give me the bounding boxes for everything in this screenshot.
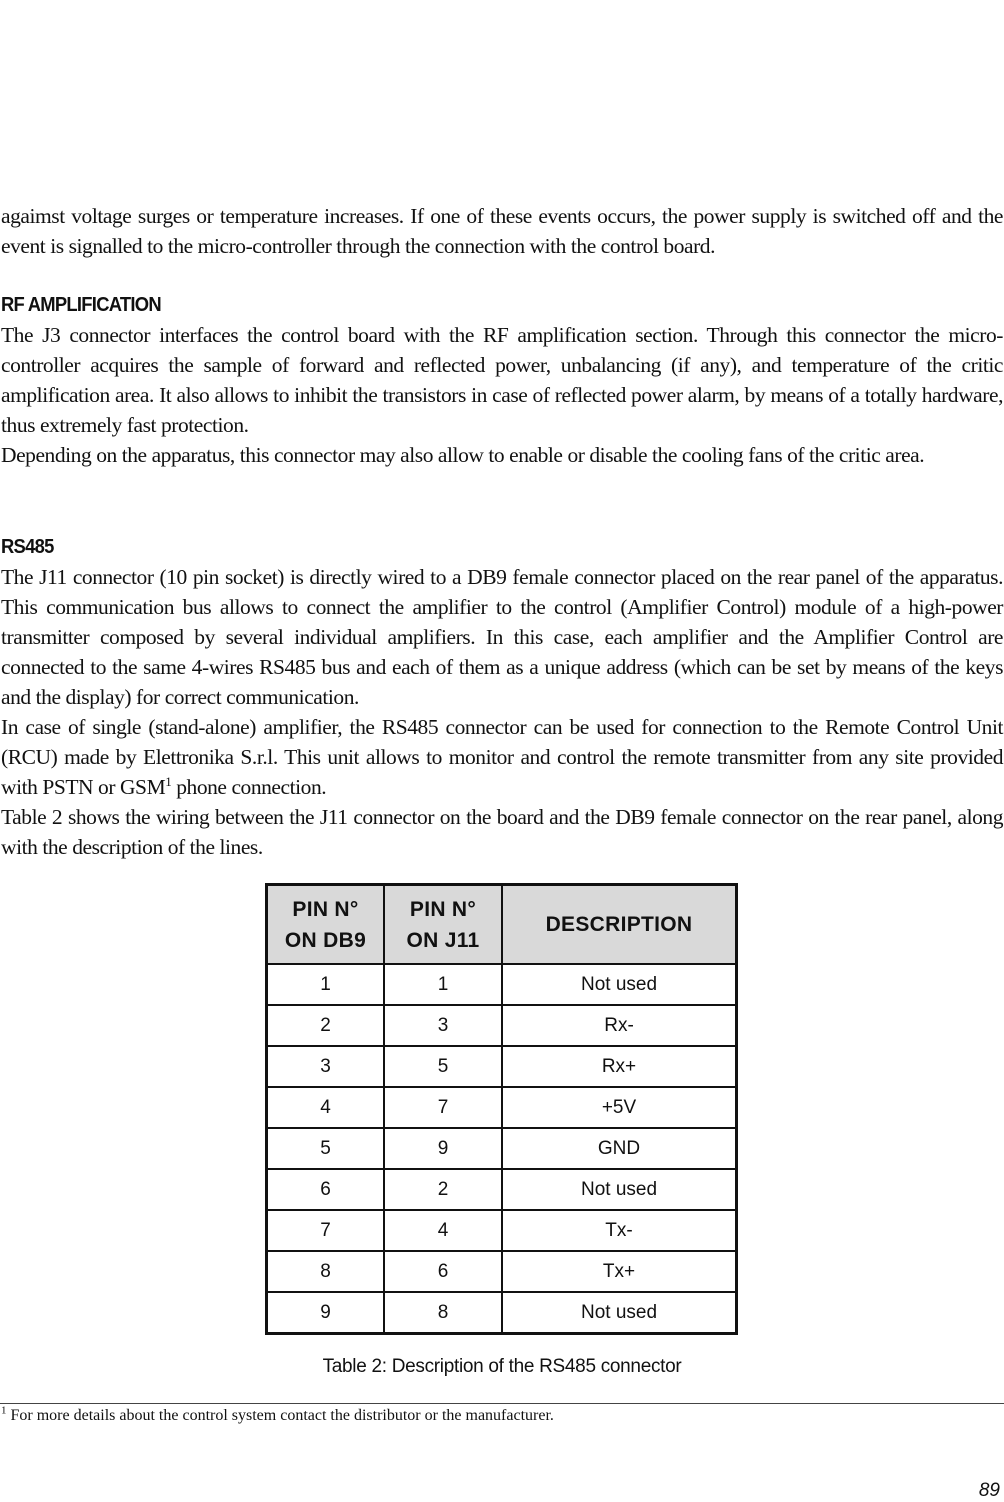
intro-paragraph: agaimst voltage surges or temperature increases. If one of these events occurs, the power supply is switched off and the event is signalled to the micro-controller through the connection with the control board. [1, 204, 1003, 258]
table-row [267, 1087, 737, 1128]
rs485-paragraph-2 [1, 712, 1003, 802]
cell-db9: 7 [267, 1210, 385, 1251]
rs485-pin-table [265, 883, 738, 1335]
cell-j11: 9 [384, 1128, 502, 1169]
cell-db9: 4 [267, 1087, 385, 1128]
cell-j11: 3 [384, 1005, 502, 1046]
cell-description: GND [502, 1128, 737, 1169]
page-number: 89 [978, 1480, 1000, 1501]
rf-amplification-heading: RF AMPLIFICATION [1, 294, 161, 316]
header-description: DESCRIPTION [502, 885, 737, 965]
header-pin-db9-line2: ON DB9 [284, 928, 367, 952]
cell-description: Not used [502, 1169, 737, 1210]
header-pin-j11 [384, 885, 502, 965]
rf-amplification-section [1, 290, 1003, 470]
cell-db9: 8 [267, 1251, 385, 1292]
cell-description: Not used [502, 964, 737, 1005]
cell-db9: 5 [267, 1128, 385, 1169]
cell-j11: 6 [384, 1251, 502, 1292]
table-caption: Table 2: Description of the RS485 connector [322, 1356, 682, 1377]
table-row [267, 1251, 737, 1292]
header-pin-j11-line1: PIN N° [409, 897, 477, 921]
table-row [267, 1169, 737, 1210]
table-row [267, 1005, 737, 1046]
table-header-row [267, 885, 737, 965]
rf-paragraph-2: Depending on the apparatus, this connector may also allow to enable or disable the cooling fans of the critic area. [1, 443, 925, 467]
header-pin-db9-line1: PIN N° [292, 897, 359, 921]
rs485-paragraph-3: Table 2 shows the wiring between the J11 connector on the board and the DB9 female connector on the rear panel, along with the description of the lines. [1, 805, 1003, 859]
table-row [267, 1210, 737, 1251]
cell-db9: 6 [267, 1169, 385, 1210]
footnote-mark: 1 [1, 1404, 7, 1417]
table-row [267, 1046, 737, 1087]
cell-j11: 4 [384, 1210, 502, 1251]
cell-j11: 7 [384, 1087, 502, 1128]
footnote-reference: 1 [165, 773, 172, 789]
cell-description: Rx- [502, 1005, 737, 1046]
cell-db9: 1 [267, 964, 385, 1005]
cell-j11: 8 [384, 1292, 502, 1334]
table-row [267, 1292, 737, 1334]
rs485-paragraph-2-tail: phone connection. [171, 775, 327, 799]
cell-j11: 2 [384, 1169, 502, 1210]
rf-paragraph-1: The J3 connector interfaces the control board with the RF amplification section. Through this connector the micro-controller acquires the sample of forward and reflected power, unbalancing (if any), and temperature of the critic amplification area. It also allows to inhibit the transistors in case of reflected power alarm, by means of a totally hardware, thus extremely fast protection. [1, 323, 1003, 437]
rs485-heading: RS485 [1, 536, 54, 558]
cell-description: Not used [502, 1292, 737, 1334]
header-pin-j11-line2: ON J11 [406, 928, 480, 952]
rs485-paragraph-2-text: In case of single (stand-alone) amplifier, the RS485 connector can be used for connection to the Remote Control Unit (RCU) made by Elettronika S.r.l. This unit allows to monitor and control the remote transmitter from any site provided with PSTN or GSM [1, 715, 1003, 799]
cell-j11: 1 [384, 964, 502, 1005]
table-row [267, 964, 737, 1005]
cell-j11: 5 [384, 1046, 502, 1087]
header-pin-db9 [267, 885, 385, 965]
cell-db9: 3 [267, 1046, 385, 1087]
rs485-paragraph-1: The J11 connector (10 pin socket) is directly wired to a DB9 female connector placed on the rear panel of the apparatus. This communication bus allows to connect the amplifier to the control (Amplifier Control) module of a high-power transmitter composed by several individual amplifiers. In this case, each amplifier and the Amplifier Control are connected to the same 4-wires RS485 bus and each of them as a unique address (which can be set by means of the keys and the display) for correct communication. [1, 565, 1003, 709]
cell-description: +5V [502, 1087, 737, 1128]
footnote [1, 1404, 554, 1425]
rs485-section [1, 532, 1003, 862]
cell-db9: 9 [267, 1292, 385, 1334]
cell-description: Tx- [502, 1210, 737, 1251]
cell-description: Rx+ [502, 1046, 737, 1087]
cell-description: Tx+ [502, 1251, 737, 1292]
intro-section [1, 201, 1003, 261]
table-row [267, 1128, 737, 1169]
footnote-divider [0, 1403, 1004, 1404]
cell-db9: 2 [267, 1005, 385, 1046]
footnote-text: For more details about the control system contact the distributor or the manufacturer. [6, 1407, 554, 1424]
